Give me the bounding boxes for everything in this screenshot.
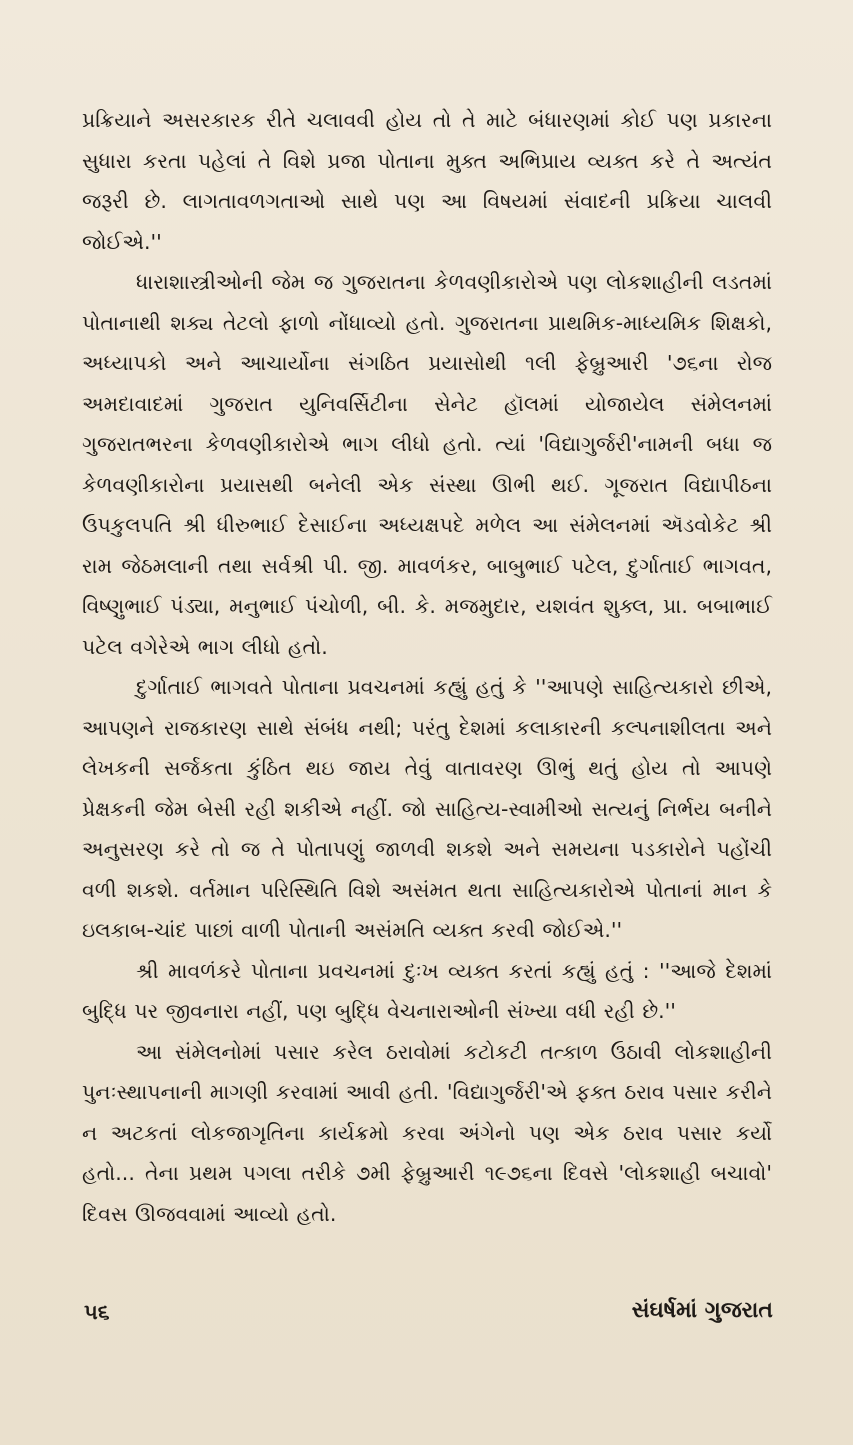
paragraph-continuation: પ્રક્રિયાને અસરકારક રીતે ચલાવવી હોય તો તે માટે બંધારણમાં કોઈ પણ પ્રકારના સુધારા કરતા પહેલાં તે વિશે પ્રજા પોતાના મુક્ત અભિપ્રાય વ્યક્ત કરે તે અત્યંત જરૂરી છે. લાગતાવળગતાઓ સાથે પણ આ વિષયમાં સંવાદની પ્રક્રિયા ચાલવી જોઈએ.''	[82, 108, 772, 254]
paragraph-resolutions: આ સંમેલનોમાં પસાર કરેલ ઠરાવોમાં કટોકટી તત્કાળ ઉઠાવી લોકશાહીની પુનઃસ્થાપનાની માગણી કરવામાં આવી હતી. 'વિદ્યાગુર્જરી'એ ફક્ત ઠરાવ પસાર કરીને ન અટકતાં લોકજાગૃતિના કાર્યક્રમો કરવા અંગેનો પણ એક ઠરાવ પસાર કર્યો હતો... તેના પ્રથમ પગલા તરીકે ૭મી ફેબ્રુઆરી ૧૯૭૬ના દિવસે 'લોકશાહી બચાવો' દિવસ ઊજવવામાં આવ્યો હતો.	[82, 1039, 772, 1226]
body-text	[82, 100, 772, 1234]
paragraph-durgatai-speech: દુર્ગાતાઈ ભાગવતે પોતાના પ્રવચનમાં કહ્યું હતું કે ''આપણે સાહિત્યકારો છીએ, આપણને રાજકારણ સાથે સંબંધ નથી; પરંતુ દેશમાં કલાકારની કલ્પનાશીલતા અને લેખકની સર્જકતા કુંઠિત થઇ જાય તેવું વાતાવરણ ઊભું થતું હોય તો આપણે પ્રેક્ષકની જેમ બેસી રહી શકીએ નહીં. જો સાહિત્ય-સ્વામીઓ સત્યનું નિર્ભય બનીને અનુસરણ કરે તો જ તે પોતાપણું જાળવી શકશે અને સમયના પડકારોને પહોંચી વળી શકશે. વર્તમાન પરિસ્થિતિ વિશે અસંમત થતા સાહિત્યકારોએ પોતાનાં માન કે ઇલકાબ-ચાંદ પાછાં વાળી પોતાની અસંમતિ વ્યક્ત કરવી જોઈએ.''	[82, 675, 772, 942]
paragraph-mavalankar-speech: શ્રી માવળંકરે પોતાના પ્રવચનમાં દુઃખ વ્યક્ત કરતાં કહ્યું હતું : ''આજે દેશમાં બુદ્ધિ પર જીવનારા નહીં, પણ બુદ્ધિ વેચનારાઓની સંખ્યા વધી રહી છે.''	[82, 958, 772, 1023]
paragraph-educators: ધારાશાસ્ત્રીઓની જેમ જ ગુજરાતના કેળવણીકારોએ પણ લોકશાહીની લડતમાં પોતાનાથી શક્ય તેટલો ફાળો નોંધાવ્યો હતો. ગુજરાતના પ્રાથમિક-માધ્યમિક શિક્ષકો, અધ્યાપકો અને આચાર્યોના સંગઠિત પ્રયાસોથી ૧લી ફેબ્રુઆરી '૭૬ના રોજ અમદાવાદમાં ગુજરાત યુનિવર્સિટીના સેનેટ હૉલમાં યોજાયેલ સંમેલનમાં ગુજરાતભરના કેળવણીકારોએ ભાગ લીધો હતો. ત્યાં 'વિદ્યાગુર્જરી'નામની બધા જ કેળવણીકારોના પ્રયાસથી બનેલી એક સંસ્થા ઊભી થઈ. ગૂજરાત વિદ્યાપીઠના ઉપકુલપતિ શ્રી ધીરુભાઈ દેસાઈના અધ્યક્ષપદે મળેલ આ સંમેલનમાં ઍડવોકેટ શ્રી રામ જેઠમલાની તથા સર્વશ્રી પી. જી. માવળંકર, બાબુભાઈ પટેલ, દુર્ગાતાઈ ભાગવત, વિષ્ણુભાઈ પંડ્યા, મનુભાઈ પંચોળી, બી. કે. મજમુદાર, યશવંત શુક્લ, પ્રા. બબાભાઈ પટેલ વગેરેએ ભાગ લીધો હતો.	[82, 270, 772, 659]
page-number: ૫૬	[84, 1300, 110, 1324]
running-footer-title: સંઘર્ષમાં ગુજરાત	[631, 1298, 773, 1323]
